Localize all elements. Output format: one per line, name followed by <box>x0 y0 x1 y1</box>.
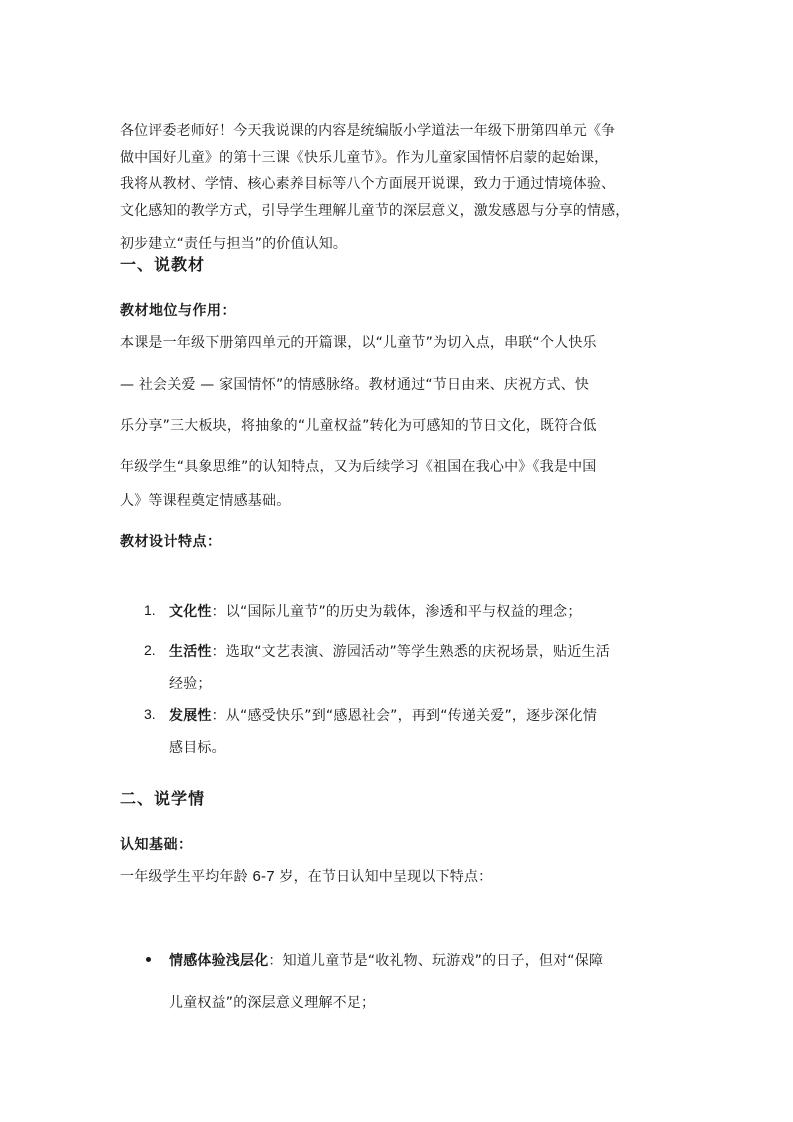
list-number: 1. <box>144 602 156 618</box>
feature-text-continued: 经验； <box>169 676 212 692</box>
position-line: 人》等课程奠定情感基础。 <box>120 493 291 509</box>
cognitive-line <box>120 866 492 886</box>
cognitive-text: 岁，在节日认知中呈现以下特点： <box>274 869 493 885</box>
intro-line: 我将从教材、学情、核心素养目标等八个方面展开说课，致力于通过情境体验、 <box>120 176 616 192</box>
feature-item <box>169 601 582 621</box>
intro-line: 做中国好儿童》的第十三课《快乐儿童节》。作为儿童家国情怀启蒙的起始课， <box>120 149 609 166</box>
position-line: 乐分享”三大板块，将抽象的“儿童权益”转化为可感知的节日文化，既符合低 <box>120 418 597 434</box>
feature-text: ：选取“文艺表演、游园活动”等学生熟悉的庆祝场景，贴近生活 <box>211 644 610 660</box>
bullet-text-continued: 儿童权益”的深层意义理解不足； <box>169 995 376 1011</box>
feature-text-continued: 感目标。 <box>169 740 226 756</box>
subheading-cognitive: 认知基础： <box>120 837 193 853</box>
feature-text: ：以“国际儿童节”的历史为载体，渗透和平与权益的理念； <box>211 604 582 620</box>
bullet-title: 情感体验浅层化 <box>169 953 269 969</box>
position-line: 年级学生“具象思维”的认知特点，又为后续学习《祖国在我心中》《我是中国 <box>120 459 597 475</box>
position-line: — 社会关爱 — 家国情怀”的情感脉络。教材通过“节日由来、庆祝方式、快 <box>120 377 590 393</box>
list-number: 2. <box>144 642 156 658</box>
feature-title: 文化性 <box>169 604 212 620</box>
bullet-item <box>169 950 603 970</box>
intro-line: 文化感知的教学方式，引导学生理解儿童节的深层意义，激发感恩与分享的情感， <box>120 202 630 219</box>
feature-title: 发展性 <box>169 708 212 724</box>
feature-text: ：从“感受快乐”到“感恩社会”，再到“传递关爱”，逐步深化情 <box>211 708 598 724</box>
subheading-features: 教材设计特点： <box>120 534 222 550</box>
feature-item <box>169 705 597 725</box>
bullet-text: ：知道儿童节是“收礼物、玩游戏”的日子，但对“保障 <box>268 953 604 969</box>
intro-line: 初步建立“责任与担当”的价值认知。 <box>120 236 348 252</box>
intro-line: 各位评委老师好！今天我说课的内容是统编版小学道法一年级下册第四单元《争 <box>120 123 616 139</box>
section-heading-students: 二、说学情 <box>120 789 206 808</box>
feature-item <box>169 641 610 661</box>
bullet-dot <box>146 957 151 962</box>
intro-paragraph <box>120 118 680 258</box>
age-range: 6-7 <box>252 868 275 885</box>
list-number: 3. <box>144 706 156 722</box>
cognitive-text: 一年级学生平均年龄 <box>120 869 253 885</box>
section-heading-textbook: 一、说教材 <box>120 255 206 274</box>
position-line: 本课是一年级下册第四单元的开篇课，以“儿童节”为切入点，串联“个人快乐 <box>120 335 597 351</box>
subheading-position: 教材地位与作用： <box>120 303 236 319</box>
feature-title: 生活性 <box>169 644 212 660</box>
